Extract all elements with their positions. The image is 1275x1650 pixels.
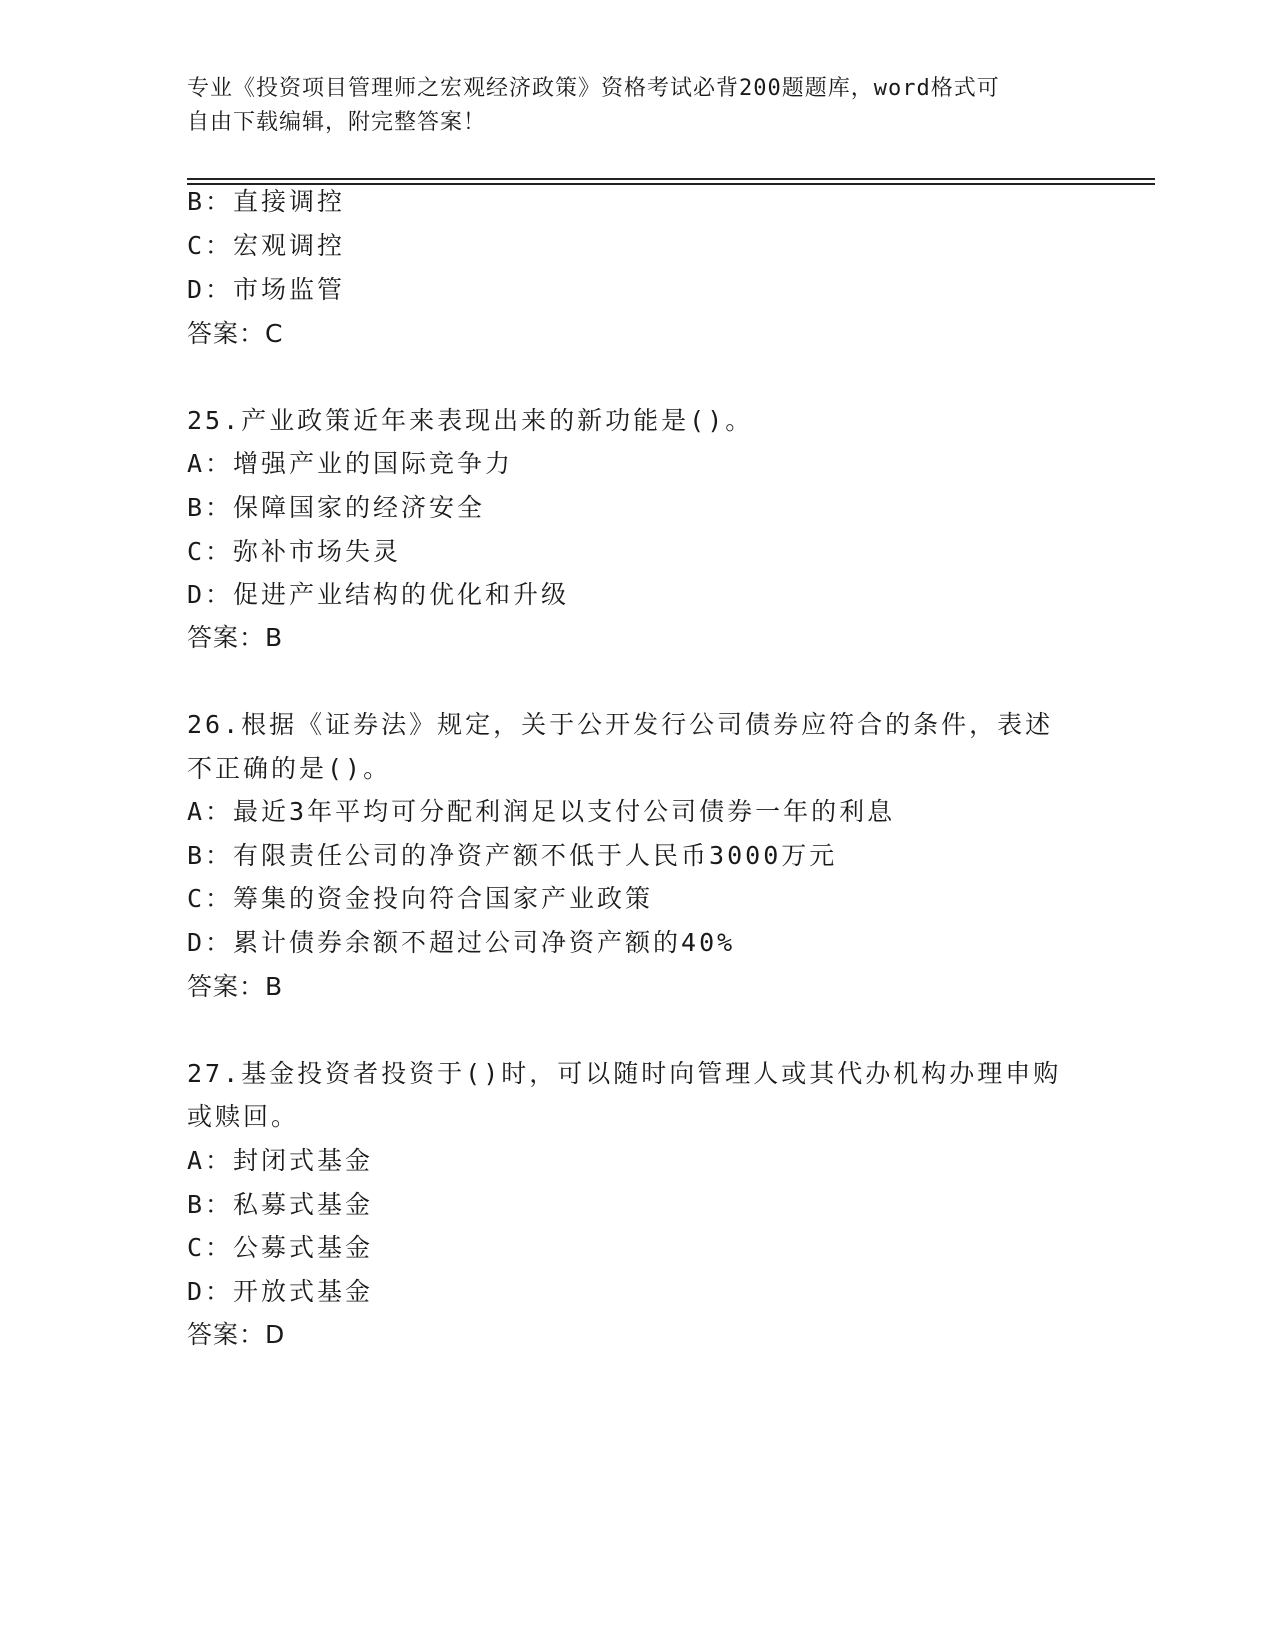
q26-option-c: C：筹集的资金投向符合国家产业政策	[187, 884, 654, 913]
q27-answer: 答案：D	[187, 1320, 286, 1349]
header-divider-bottom	[187, 183, 1155, 185]
header-line-2: 自由下载编辑，附完整答案！	[187, 110, 487, 135]
q24-answer: 答案：C	[187, 319, 284, 348]
q27-option-a: A：封闭式基金	[187, 1146, 374, 1175]
q27-question-line-2: 或赎回。	[187, 1102, 300, 1131]
q25-option-c: C：弥补市场失灵	[187, 537, 402, 566]
q26-question-line-2: 不正确的是()。	[187, 754, 392, 783]
q24-option-b: B：直接调控	[187, 187, 346, 216]
q25-option-b: B：保障国家的经济安全	[187, 493, 486, 522]
header-line-1: 专业《投资项目管理师之宏观经济政策》资格考试必背200题题库，word格式可	[187, 76, 1000, 101]
q26-option-b: B：有限责任公司的净资产额不低于人民币3000万元	[187, 841, 838, 870]
q25-option-d: D：促进产业结构的优化和升级	[187, 580, 570, 609]
q27-option-d: D：开放式基金	[187, 1277, 374, 1306]
q26-question-line-1: 26.根据《证券法》规定，关于公开发行公司债券应符合的条件，表述	[187, 710, 1054, 739]
q25-question: 25.产业政策近年来表现出来的新功能是()。	[187, 406, 754, 435]
q25-option-a: A：增强产业的国际竞争力	[187, 449, 514, 478]
q27-question-line-1: 27.基金投资者投资于()时，可以随时向管理人或其代办机构办理申购	[187, 1059, 1062, 1088]
q26-answer: 答案：B	[187, 972, 284, 1001]
q27-option-b: B：私募式基金	[187, 1190, 374, 1219]
q26-option-a: A：最近3年平均可分配利润足以支付公司债券一年的利息	[187, 797, 896, 826]
document-header	[187, 72, 1067, 140]
q24-option-d: D：市场监管	[187, 275, 346, 304]
q24-option-c: C：宏观调控	[187, 231, 346, 260]
q26-option-d: D：累计债券余额不超过公司净资产额的40%	[187, 928, 736, 957]
q27-option-c: C：公募式基金	[187, 1233, 374, 1262]
q25-answer: 答案：B	[187, 623, 284, 652]
header-divider-top	[187, 178, 1155, 180]
